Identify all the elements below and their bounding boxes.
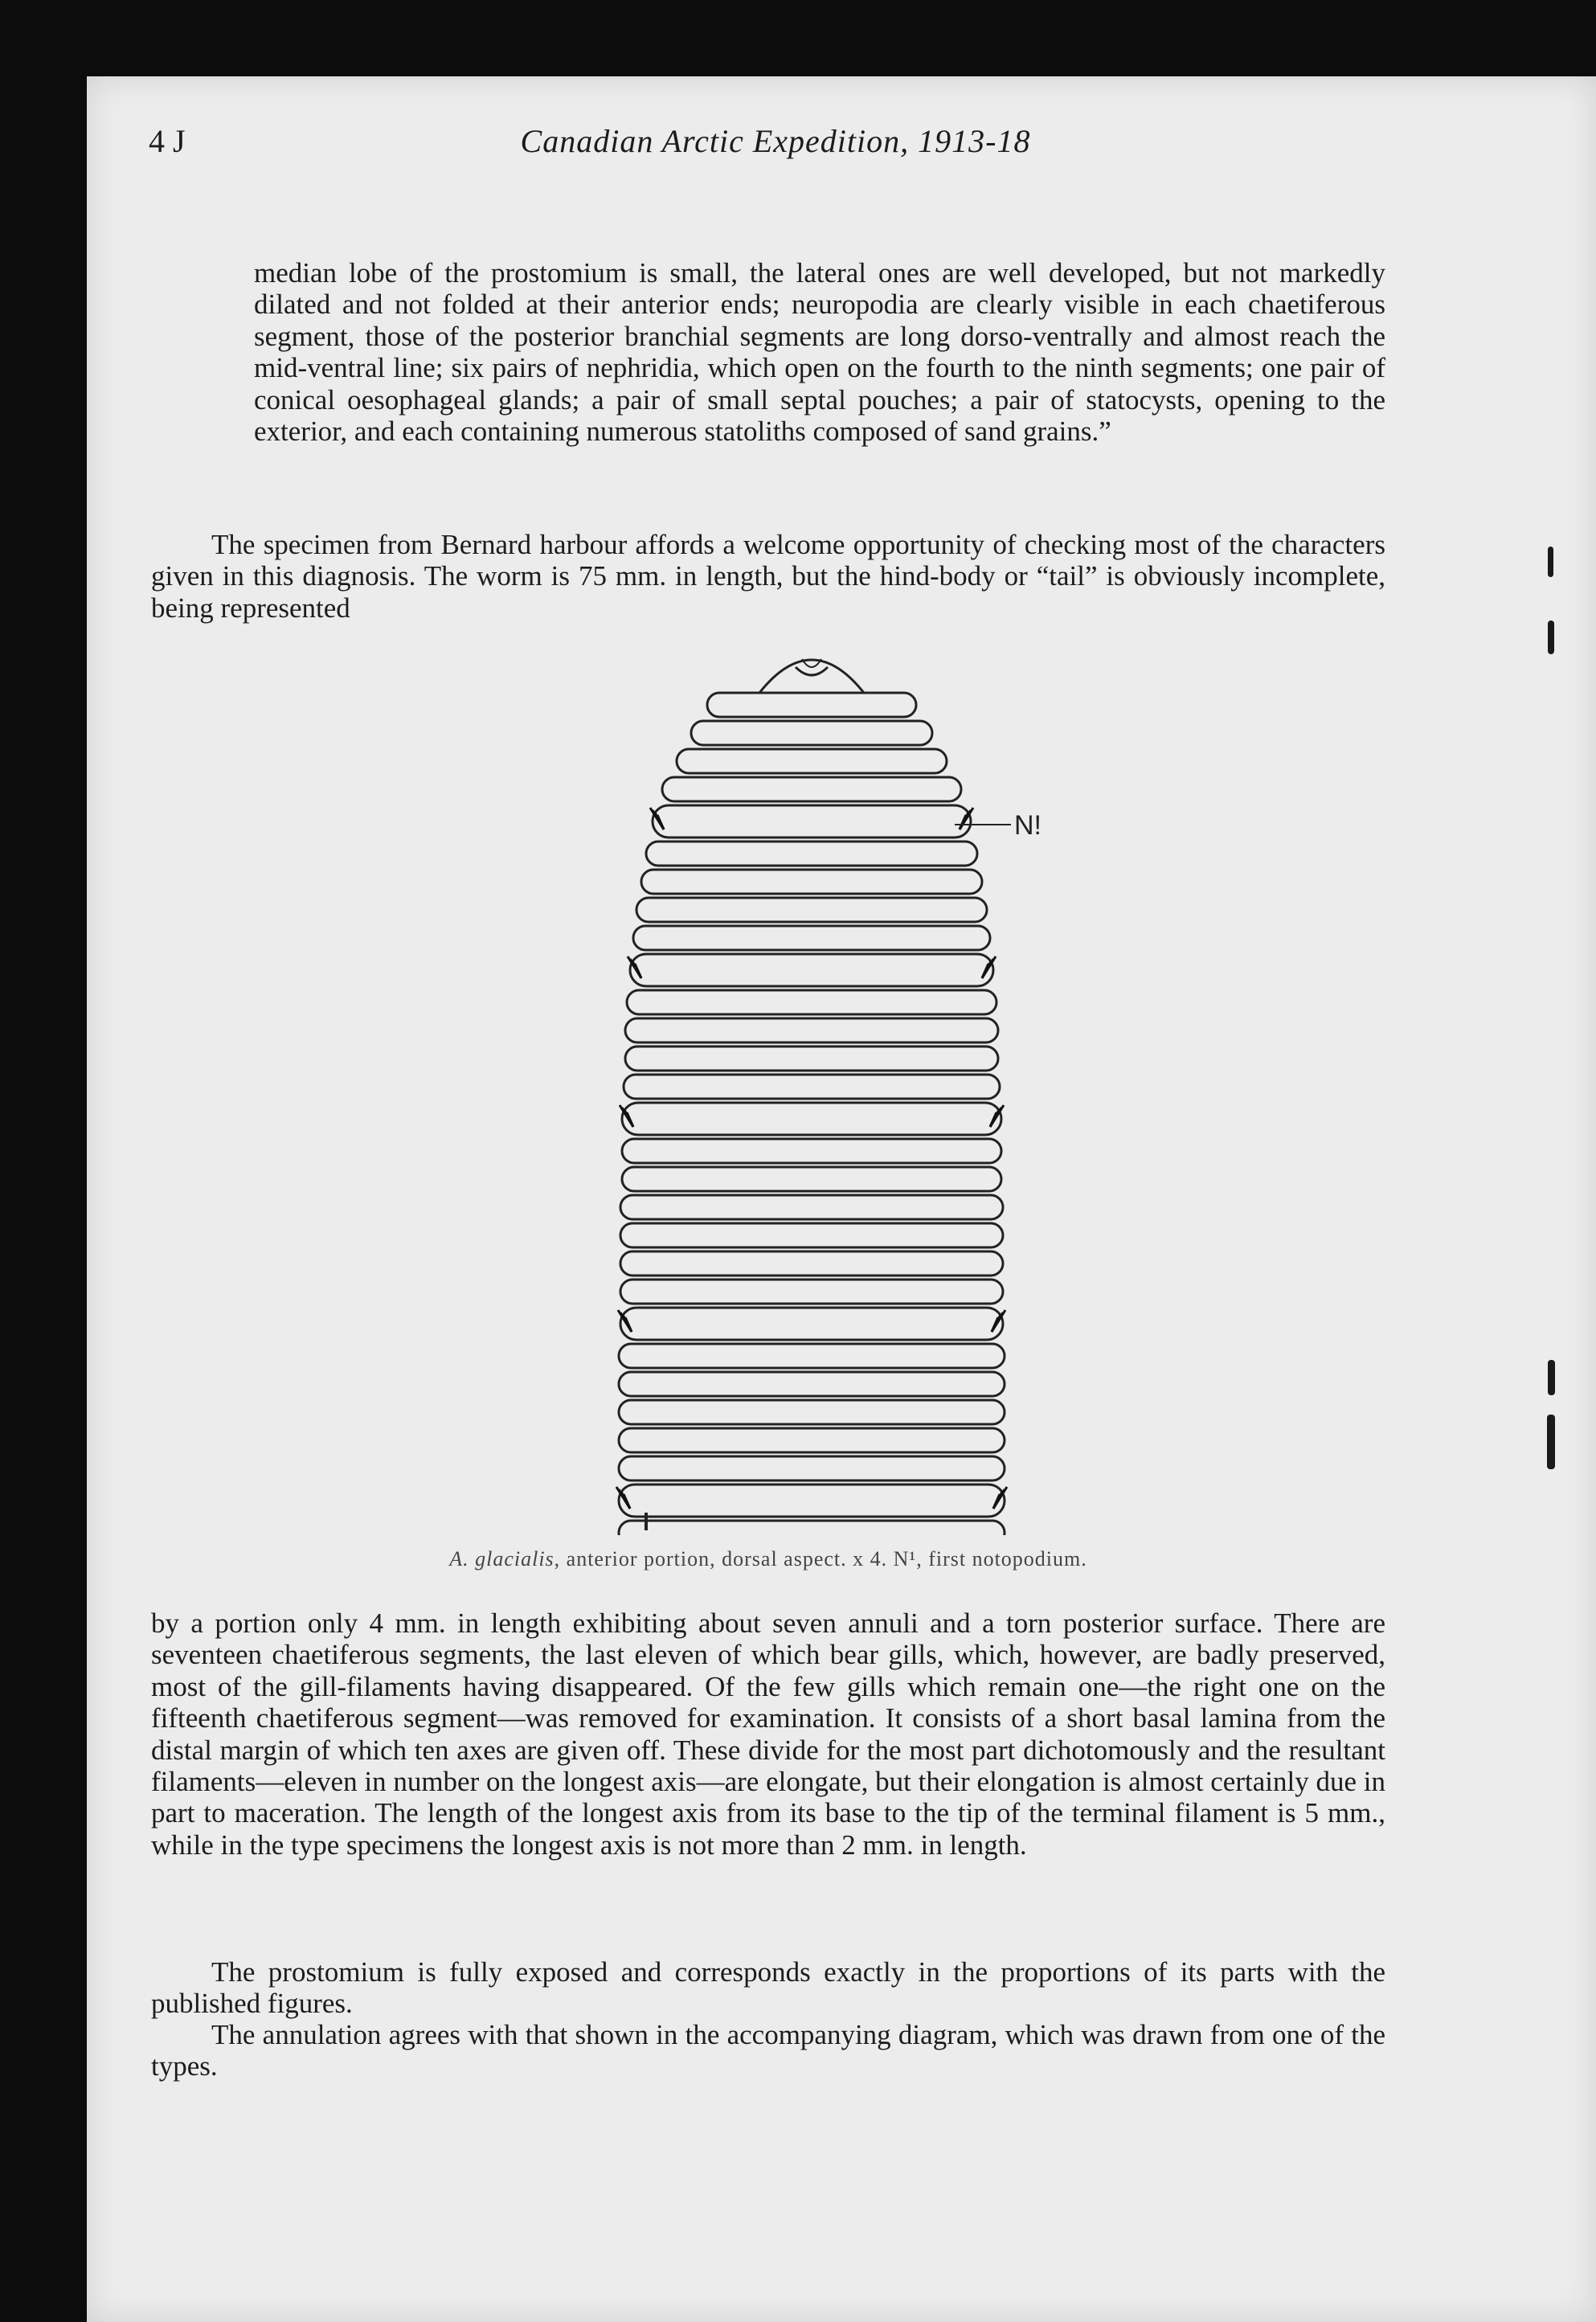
figure-caption [151,1547,1385,1571]
body-paragraph-1: The specimen from Bernard harbour affords a welcome opportunity of checking most of the characters given in this diagnosis. The worm is 75 mm. in length, but the hind-body or “tail” is obviously incomplete, being represented [151,529,1385,624]
body-paragraph-4: The annulation agrees with that shown in the accompanying diagram, which was drawn from one of the types. [151,2019,1385,2082]
quoted-diagnosis [254,257,1385,447]
segment-annulus [625,1046,998,1071]
segment-annulus [622,1167,1001,1191]
segment-annulus [677,749,947,773]
quote-paragraph: median lobe of the prostomium is small, the lateral ones are well developed, but not markedly dilated and not folded at their anterior ends; neuropodia are clearly visible in each chaetiferous segment, those of the posterior branchial segments are long dorso-ventrally and almost reach the mid-ventral line; six pairs of nephridia, which open on the fourth to the ninth segments; one pair of conical oesophageal glands; a pair of small septal pouches; a pair of statocysts, opening to the exterior, and each containing numerous statoliths composed of sand grains.” [254,257,1385,448]
page-header [149,122,1402,162]
segment-annulus [627,990,996,1014]
segment-annulus [707,693,916,717]
worm-drawing [595,635,1045,1535]
running-title: Canadian Arctic Expedition, 1913-18 [520,123,1031,159]
segment-annulus [636,898,987,922]
segment-annulus [625,1018,998,1042]
segment-annulus [619,1456,1005,1480]
margin-marks [1483,0,1596,2322]
body-paragraph-2: by a portion only 4 mm. in length exhibiting about seven annuli and a torn posterior surface. There are seventeen chaetiferous segments, the last eleven of which bear gills, which, however, are badly preserved, most of the gill-filaments having disappeared. Of the few gills which remain one—the right one on the fifteenth chaetiferous segment—was removed for examination. It consists of a short basal lamina from the distal margin of which ten axes are given off. These divide for the most part dichotomously and the resultant filaments—eleven in number on the longest axis—are elongate, but their elongation is almost certainly due in part to maceration. The length of the longest axis from its base to the tip of the terminal filament is 5 mm., while in the type specimens the longest axis is not more than 2 mm. in length. [151,1607,1385,1861]
prostomium-lobe [796,667,828,675]
notopodium-label: N! [1014,810,1041,841]
body-paragraph-3: The prostomium is fully exposed and corresponds exactly in the proportions of its parts with the published figures. [151,1956,1385,2020]
segment-annulus [620,1195,1003,1219]
segment-annulus [641,870,982,894]
segment-annulus [619,1344,1005,1368]
segment-annulus [620,1280,1003,1304]
segment-annulus [653,805,971,837]
segment-annulus [691,721,932,745]
caption-text: , anterior portion, dorsal aspect. x 4. N¹, first notopodium. [554,1547,1087,1571]
segment-annulus [619,1400,1005,1424]
segment-annulus [630,954,993,986]
page-number: 4 J [149,123,186,159]
segment-annulus [619,1428,1005,1452]
caption-species: A. glacialis [449,1547,555,1571]
margin-mark [1548,620,1554,654]
segment-annulus [619,1372,1005,1396]
segment-annulus [662,777,961,801]
segment-annulus [633,926,990,950]
segment-annulus [620,1308,1003,1340]
margin-mark [1548,1360,1555,1395]
segment-annulus [619,1521,1005,1535]
margin-mark [1547,1415,1555,1469]
segment-annulus [620,1251,1003,1276]
worm-figure [595,635,1045,1535]
segment-annulus [622,1139,1001,1163]
segment-annulus [620,1223,1003,1247]
segment-annulus [646,842,977,866]
scale-tick [645,1513,648,1530]
margin-mark [1548,547,1553,577]
segment-annulus [619,1485,1005,1517]
segment-annulus [622,1103,1001,1135]
segment-annulus [624,1075,1000,1099]
